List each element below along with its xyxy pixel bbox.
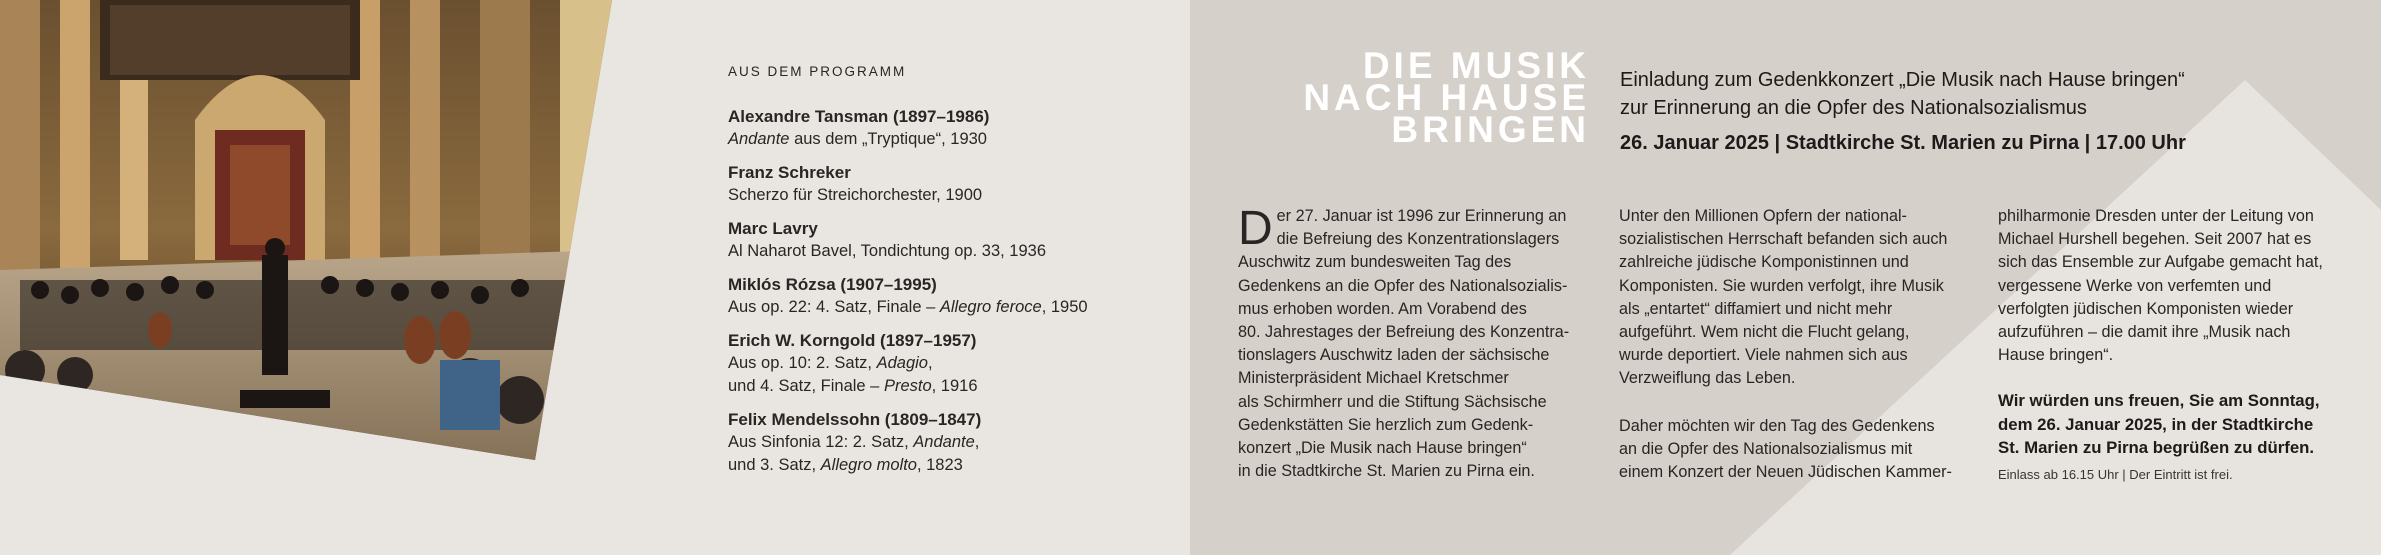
composer-name: Alexandre Tansman (1897–1986) (728, 107, 990, 126)
composer-name: Miklós Rózsa (1907–1995) (728, 275, 937, 294)
work-line: Aus op. 10: 2. Satz, Adagio, (728, 354, 933, 372)
invitation-title: Einladung zum Gedenkkonzert „Die Musik nach Hause bringen“ (1620, 69, 2185, 91)
program-item (728, 408, 1168, 477)
program-item (728, 273, 1168, 319)
program-section (728, 64, 1168, 487)
work-line: und 3. Satz, Allegro molto, 1823 (728, 456, 963, 474)
program-item (728, 105, 1168, 151)
body-column-3: philharmonie Dresden unter der Leitung von Michael Hurshell begehen. Seit 2007 hat es sich das Ensemble zur Aufgabe gemacht hat, vergessene Werke von verfemten und verfolgten jüdischen Komponisten wieder aufzuführen – die damit ihre „Musik nach Hause bringen“. Wir würden uns freuen, Sie am Sonntag, dem 26. Januar 2025, in der Stadtkirche St. Marien zu Pirna begrüßen zu dürfen. Einlass ab 16.15 Uhr | Der Eintritt ist frei. (1998, 205, 2348, 486)
invitation-subtitle: zur Erinnerung an die Opfer des Nationalsozialismus (1620, 97, 2087, 119)
concert-photo (0, 0, 612, 460)
program-item (728, 217, 1168, 263)
composer-name: Erich W. Korngold (1897–1957) (728, 331, 977, 350)
drop-cap: D (1238, 202, 1273, 255)
invitation-header (1620, 66, 2340, 155)
work-line: Andante aus dem „Tryptique“, 1930 (728, 130, 987, 148)
event-date-location: 26. Januar 2025 | Stadtkirche St. Marien zu Pirna | 17.00 Uhr (1620, 132, 2186, 154)
program-item (728, 161, 1168, 207)
composer-name: Felix Mendelssohn (1809–1847) (728, 410, 982, 429)
program-item (728, 329, 1168, 398)
admission-note: Einlass ab 16.15 Uhr | Der Eintritt ist frei. (1998, 467, 2233, 483)
work-line: Scherzo für Streichorchester, 1900 (728, 186, 983, 204)
work-line: Al Naharot Bavel, Tondichtung op. 33, 1936 (728, 242, 1047, 260)
work-line: Aus Sinfonia 12: 2. Satz, Andante, (728, 433, 980, 451)
composer-name: Marc Lavry (728, 219, 818, 238)
program-heading: AUS DEM PROGRAMM (728, 64, 907, 79)
work-line: Aus op. 22: 4. Satz, Finale – Allegro feroce, 1950 (728, 298, 1088, 316)
work-line: und 4. Satz, Finale – Presto, 1916 (728, 377, 978, 395)
body-column-1: D er 27. Januar ist 1996 zur Erinnerung an die Befreiung des Konzentrationslagers Auschwitz zum bundesweiten Tag des Gedenkens an die Opfer des Nationalsozialis- mus erhoben worden. Am Vorabend des 80. Jahrestages der Befreiung des Konzentra- tionslagers Auschwitz laden der sächsische Ministerpräsident Michael Kretschmer als Schirmherr und die Stiftung Sächsische Gedenkstätten Sie herzlich zum Gedenk- konzert „Die Musik nach Hause bringen“ in die Stadtkirche St. Marien zu Pirna ein. (1238, 202, 1570, 481)
invitation-closing: Wir würden uns freuen, Sie am Sonntag, dem 26. Januar 2025, in der Stadtkirche St. Marien zu Pirna begrüßen zu dürfen. (1998, 391, 2320, 457)
body-column-2: Unter den Millionen Opfern der national- sozialistischen Herrschaft befanden sich auch zahlreiche jüdische Komponistinnen und Komponisten. Sie wurden verfolgt, ihre Musik als „entartet“ diffamiert und nicht mehr aufgeführt. Wem nicht die Flucht gelang, wurde deportiert. Viele nahmen sich aus Verzweiflung das Leben. Daher möchten wir den Tag des Gedenkens an die Opfer des Nationalsozialismus mit einem Konzert der Neuen Jüdischen Kammer- (1619, 207, 1952, 482)
hero-title: DIE MUSIK NACH HAUSE BRINGEN (1303, 45, 1590, 150)
composer-name: Franz Schreker (728, 163, 851, 182)
